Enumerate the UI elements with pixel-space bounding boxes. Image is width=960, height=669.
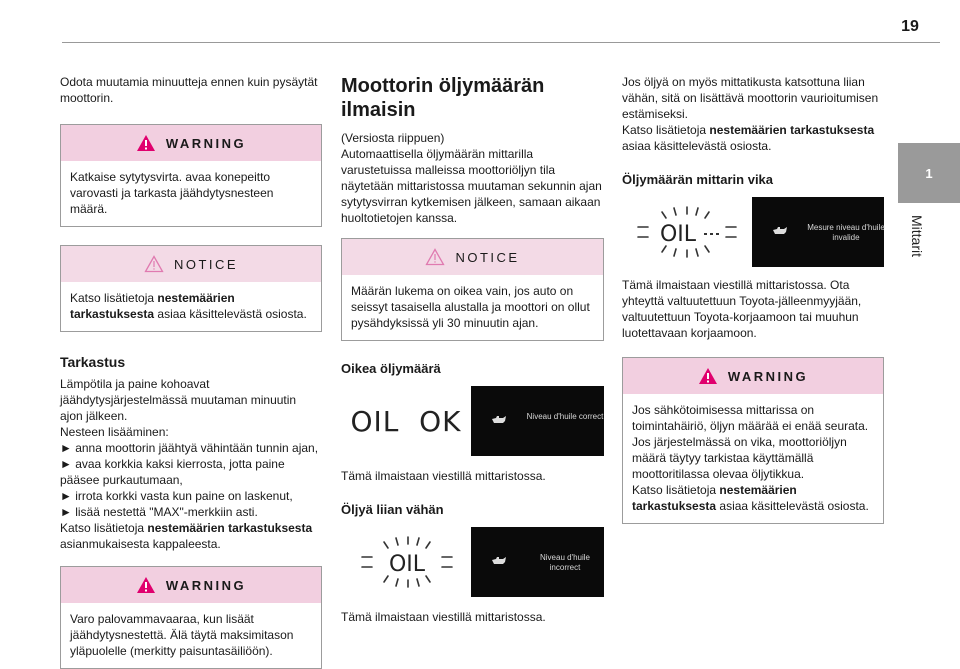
warning-header — [61, 567, 321, 603]
gauge-image-low — [341, 527, 604, 597]
heading-low-level: Öljyä liian vähän — [341, 502, 444, 517]
ref-link[interactable]: nestemäärien tarkastuksesta — [147, 521, 313, 535]
notice-icon — [425, 248, 445, 266]
notice-text: Katso lisätietoja nestemäärien tarkastuksesta asiaa käsittelevästä osiosta. — [70, 291, 307, 321]
intro-text: (Versiosta riippuen) Automaattisella öljymäärän mittarilla varustetuissa malleissa moottoriöljyn tila näytetään mittaristossa muutaman sekunnin ajan sytytysvirran kytkemisen jälkeen, samaan aikaan huoltotietojen kanssa. — [341, 131, 602, 225]
oil-can-icon — [491, 556, 507, 566]
oil-text: OIL — [659, 222, 697, 247]
page-number: 19 — [901, 18, 919, 35]
heading-gauge-fault: Öljymäärän mittarin vika — [622, 172, 774, 187]
list-item: ► lisää nestettä "MAX"-merkkiin asti. — [60, 505, 258, 519]
gauge-image-correct — [341, 386, 604, 456]
check-text: Lämpötila ja paine kohoavat jäähdytysjärjestelmässä muutaman minuutin ajon jälkeen. — [60, 377, 297, 423]
warning-box — [622, 357, 884, 524]
gauge-right-panel — [471, 386, 604, 456]
chapter-label: Mittarit — [909, 215, 925, 257]
intro-text: Odota muutamia minuutteja ennen kuin pysäytät moottorin. — [60, 75, 318, 105]
warning-text: Varo palovammavaaraa, kun lisäät jäähdytysnestettä. Älä täytä maksimitason yläpuolelle (merkitty paisuntasäiliöön). — [70, 612, 294, 658]
gauge-image-fault — [622, 197, 884, 267]
column-2 — [341, 74, 604, 625]
notice-icon — [144, 255, 164, 273]
list-item: ► anna moottorin jäähtyä vähintään tunnin ajan, — [60, 441, 319, 455]
warning-title: WARNING — [165, 577, 247, 593]
ref-link[interactable]: nestemäärien tarkastuksesta — [632, 483, 797, 513]
warning-header — [623, 358, 883, 394]
gauge-message: Mesure niveau d'huile invalide — [807, 223, 885, 242]
gauge-right-panel — [471, 527, 604, 597]
ref-link[interactable]: nestemäärien tarkastuksesta — [70, 291, 235, 321]
chapter-tab[interactable]: 1 — [898, 143, 960, 203]
oil-text: OIL — [388, 552, 426, 577]
oil-blinking-icon — [356, 530, 456, 594]
warning-title: WARNING — [727, 368, 809, 384]
oil-dashes-icon — [632, 200, 742, 264]
gauge-left-panel — [341, 386, 471, 456]
oil-can-icon — [491, 415, 507, 425]
oil-ok-text: OIL OK — [350, 404, 462, 438]
section-heading-check: Tarkastus — [60, 354, 126, 370]
heading-correct-level: Oikea öljymäärä — [341, 361, 441, 376]
list-item: ► avaa korkkia kaksi kierrosta, jotta paine pääsee purkautumaan, — [60, 457, 285, 487]
notice-title: NOTICE — [455, 249, 520, 265]
gauge-right-panel — [752, 197, 884, 267]
caption: Tämä ilmaistaan viestillä mittaristossa. — [341, 469, 546, 483]
warning-icon — [698, 367, 718, 385]
gauge-message: Niveau d'huile incorrect — [539, 553, 590, 572]
header-rule — [62, 42, 940, 43]
ref-link[interactable]: nestemäärien tarkastuksesta — [709, 123, 875, 137]
warning-box-2 — [60, 566, 322, 669]
caption: Tämä ilmaistaan viestillä mittaristossa. Ota yhteyttä valtuutettuun Toyota-jälleenmyyjään, valtuutettuun Toyota-korjaamoon tai muuhun luotettavaan korjaamoon. — [622, 278, 862, 340]
intro-text: Jos öljyä on myös mittatikusta katsottuna liian vähän, sitä on lisättävä moottorin vaurioitumisen estämiseksi. Katso lisätietoja nestemäärien tarkastuksesta asiaa käsittelevästä osiosta. — [622, 75, 879, 153]
warning-box — [60, 124, 322, 227]
gauge-left-panel — [341, 527, 471, 597]
notice-header — [61, 246, 321, 282]
warning-reference: Katso lisätietoja nestemäärien tarkastuksesta asiaa käsittelevästä osiosta. — [632, 483, 869, 513]
list-item: ► irrota korkki vasta kun paine on laskenut, — [60, 489, 293, 503]
column-1 — [60, 74, 322, 669]
gauge-left-panel — [622, 197, 752, 267]
steps-list — [60, 440, 322, 520]
oil-can-icon — [772, 226, 788, 236]
caption: Tämä ilmaistaan viestillä mittaristossa. — [341, 610, 546, 624]
warning-icon — [136, 576, 156, 594]
column-3 — [622, 74, 884, 524]
warning-icon — [136, 134, 156, 152]
notice-title: NOTICE — [173, 256, 239, 272]
notice-box — [341, 238, 604, 341]
section-title: Moottorin öljymäärän ilmaisin — [341, 75, 545, 121]
gauge-message: Niveau d'huile correct — [526, 412, 604, 421]
notice-header — [342, 239, 603, 275]
warning-header — [61, 125, 321, 161]
notice-box — [60, 245, 322, 332]
notice-text: Määrän lukema on oikea vain, jos auto on seissyt tasaisella alustalla ja moottori on ollut pysähdyksissä yli 30 minuutin ajan. — [351, 284, 590, 330]
warning-title: WARNING — [165, 135, 247, 151]
reference-text: Katso lisätietoja nestemäärien tarkastuksesta asianmukaisesta kappaleesta. — [60, 521, 313, 551]
warning-text: Jos sähkötoimisessa mittarissa on toimintahäiriö, öljyn määrää ei enää seurata. Jos järjestelmässä on vika, moottoriöljyn määrä täytyy tarkistaa käyttämällä moottoritilassa olevaa öljytikkua. — [632, 403, 869, 481]
topup-label: Nesteen lisääminen: — [60, 425, 169, 439]
warning-text: Katkaise sytytysvirta. avaa konepeitto varovasti ja tarkasta jäähdytysnesteen määrä. — [70, 170, 274, 216]
